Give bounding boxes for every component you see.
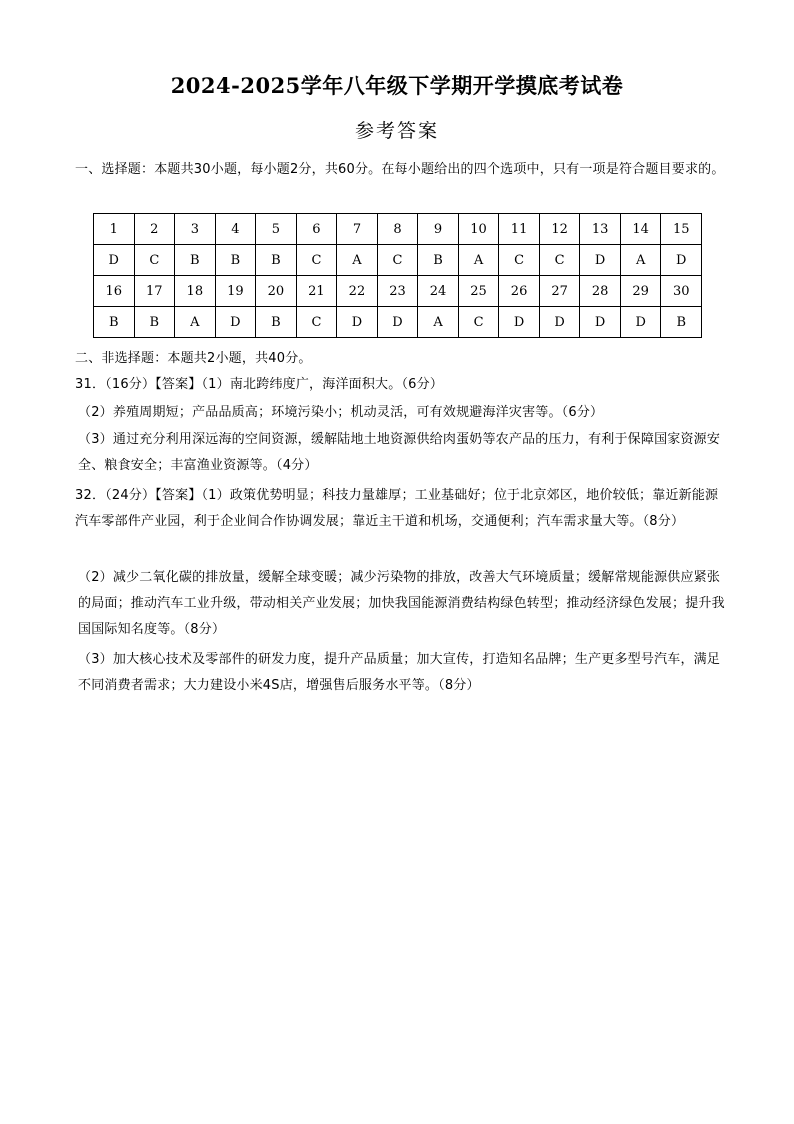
question-number-cell: 13: [580, 214, 621, 245]
page-subtitle: 参考答案: [354, 120, 439, 142]
answer-cell: B: [215, 245, 256, 276]
answer-cell: C: [499, 245, 540, 276]
question-number-cell: 16: [94, 276, 135, 307]
answer-cell: A: [458, 245, 499, 276]
question-number-cell: 24: [418, 276, 459, 307]
question-number-cell: 15: [661, 214, 702, 245]
question-number-cell: 1: [94, 214, 135, 245]
question-number-cell: 7: [337, 214, 378, 245]
answer-cell: D: [580, 307, 621, 338]
answer-cell: B: [175, 245, 216, 276]
question-number-cell: 20: [256, 276, 297, 307]
q31-part3: （3）通过充分利用深远海的空间资源，缓解陆地土地资源供给肉蛋奶等农产品的压力，有利于保障国家资源安全、粮食安全；丰富渔业资源等。（4分）: [78, 432, 721, 473]
question-number-cell: 8: [377, 214, 418, 245]
q32-part1: 32．（24分）【答案】（1）政策优势明显；科技力量雄厚；工业基础好；位于北京郊区，地价较低；靠近新能源汽车零部件产业园，利于企业间合作协调发展；靠近主干道和机场，交通便利；汽车需求量大等。（8分）: [75, 488, 719, 529]
answer-cell: B: [661, 307, 702, 338]
question-number-cell: 22: [337, 276, 378, 307]
answer-cell: C: [458, 307, 499, 338]
question-number-cell: 12: [539, 214, 580, 245]
question-number-cell: 23: [377, 276, 418, 307]
answer-cell: A: [620, 245, 661, 276]
q32-part2: （2）减少二氧化碳的排放量，缓解全球变暖；减少污染物的排放，改善大气环境质量；缓解常规能源供应紧张的局面；推动汽车工业升级，带动相关产业发展；加快我国能源消费结构绿色转型；推动经济绿色发展；提升我国国际知名度等。（8分）: [78, 570, 725, 637]
answer-table-row: [94, 307, 702, 338]
answer-table: [93, 213, 702, 338]
question-number-cell: 9: [418, 214, 459, 245]
question-number-cell: 25: [458, 276, 499, 307]
answer-cell: D: [499, 307, 540, 338]
answer-table-row: [94, 245, 702, 276]
q31-part1: 31．（16分）【答案】（1）南北跨纬度广，海洋面积大。（6分）: [75, 377, 444, 392]
question-number-cell: 21: [296, 276, 337, 307]
answer-cell: D: [94, 245, 135, 276]
question-number-cell: 11: [499, 214, 540, 245]
answer-cell: A: [418, 307, 459, 338]
q32-part3: （3）加大核心技术及零部件的研发力度，提升产品质量；加大宣传，打造知名品牌；生产更多型号汽车，满足不同消费者需求；大力建设小米4S店，增强售后服务水平等。（8分）: [78, 652, 721, 693]
answer-cell: C: [539, 245, 580, 276]
question-number-cell: 18: [175, 276, 216, 307]
question-number-cell: 6: [296, 214, 337, 245]
section2-instructions: 二、非选择题：本题共2小题，共40分。: [75, 351, 312, 366]
question-number-cell: 30: [661, 276, 702, 307]
answer-cell: D: [580, 245, 621, 276]
question-number-cell: 10: [458, 214, 499, 245]
question-number-cell: 28: [580, 276, 621, 307]
answer-cell: A: [175, 307, 216, 338]
answer-cell: D: [377, 307, 418, 338]
answer-cell: B: [134, 307, 175, 338]
question-number-cell: 5: [256, 214, 297, 245]
answer-cell: D: [337, 307, 378, 338]
answer-cell: C: [134, 245, 175, 276]
answer-cell: B: [418, 245, 459, 276]
answer-cell: D: [661, 245, 702, 276]
answer-cell: C: [296, 307, 337, 338]
answer-cell: D: [539, 307, 580, 338]
question-number-cell: 4: [215, 214, 256, 245]
question-number-cell: 2: [134, 214, 175, 245]
section1-instructions: 一、选择题：本题共30小题，每小题2分，共60分。在每小题给出的四个选项中，只有一项是符合题目要求的。: [75, 162, 725, 177]
answer-cell: C: [377, 245, 418, 276]
answer-cell: B: [94, 307, 135, 338]
answer-cell: D: [620, 307, 661, 338]
answer-cell: A: [337, 245, 378, 276]
q31-part2: （2）养殖周期短；产品品质高；环境污染小；机动灵活，可有效规避海洋灾害等。（6分）: [78, 405, 604, 420]
question-number-cell: 27: [539, 276, 580, 307]
question-number-cell: 17: [134, 276, 175, 307]
question-number-cell: 29: [620, 276, 661, 307]
page-title: 2024-2025学年八年级下学期开学摸底考试卷: [170, 73, 624, 98]
answer-table-row: [94, 214, 702, 245]
answer-cell: C: [296, 245, 337, 276]
question-number-cell: 26: [499, 276, 540, 307]
question-number-cell: 14: [620, 214, 661, 245]
question-number-cell: 19: [215, 276, 256, 307]
answer-cell: B: [256, 307, 297, 338]
answer-cell: D: [215, 307, 256, 338]
answer-cell: B: [256, 245, 297, 276]
question-number-cell: 3: [175, 214, 216, 245]
answer-table-row: [94, 276, 702, 307]
